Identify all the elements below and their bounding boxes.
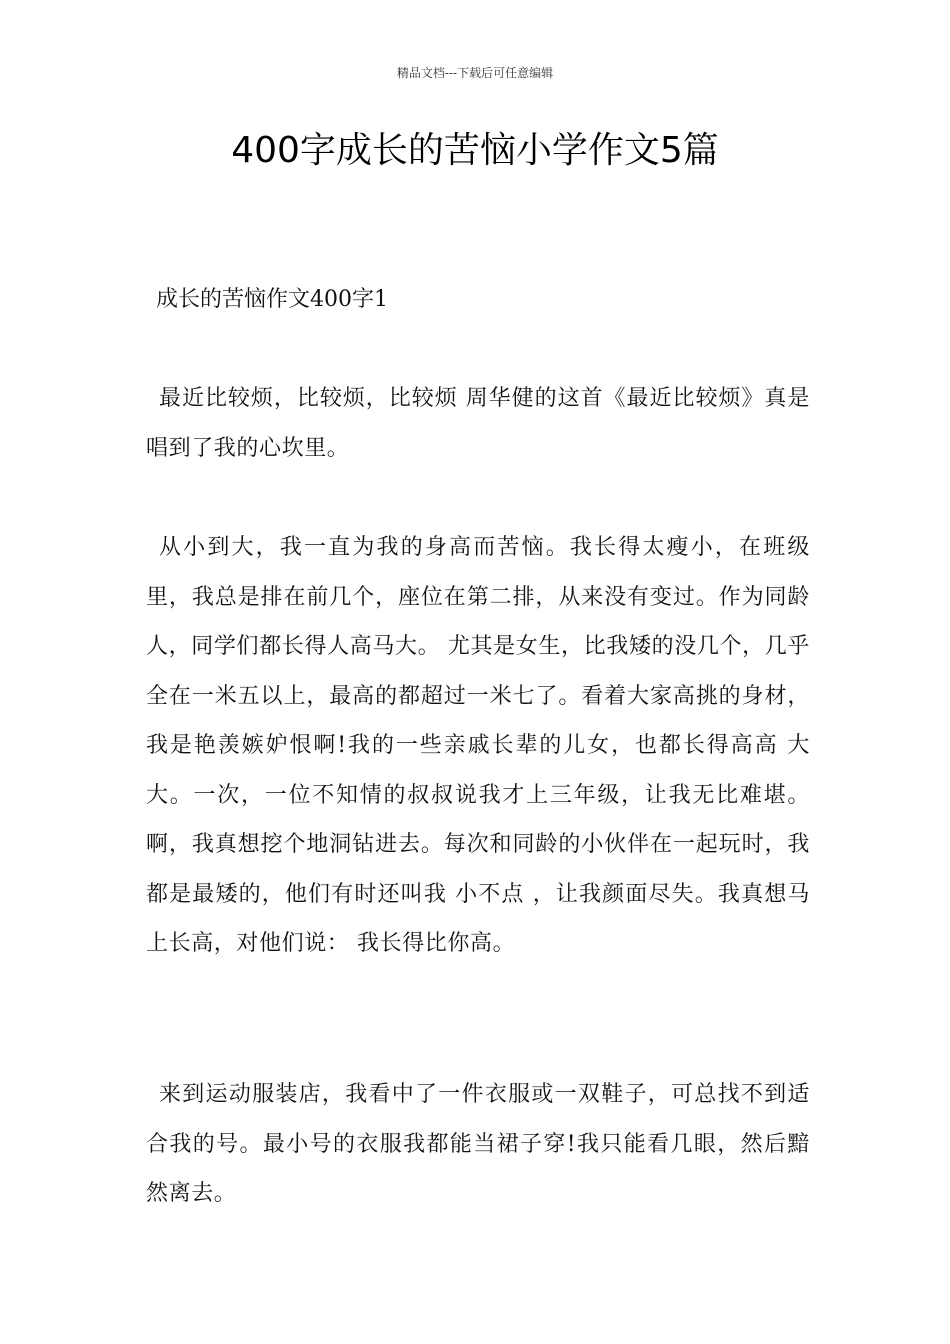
paragraph-2: 从小到大，我一直为我的身高而苦恼。我长得太瘦小，在班级里，我总是排在前几个，座位在第二排，从来没有变过。作为同龄人，同学们都长得人高马大。 尤其是女生，比我矮的没几个，几乎全在一米五以上，最高的都超过一米七了。看着大家高挑的身材，我是艳羡嫉妒恨啊!我的一些亲戚长辈的儿女，也都长得高高 大大。一次，一位不知情的叔叔说我才上三年级，让我无比难堪。啊，我真想挖个地洞钻进去。每次和同龄的小伙伴在一起玩时，我都是最矮的，他们有时还叫我 小不点 ，让我颜面尽失。我真想马上长高，对他们说： 我长得比你高。 [146,535,810,956]
paragraph-3: 来到运动服装店，我看中了一件衣服或一双鞋子，可总找不到适合我的号。最小号的衣服我都能当裙子穿!我只能看几眼，然后黯然离去。 [146,1082,810,1206]
page-header-note: 精品文档---下载后可任意编辑 [396,66,554,80]
paragraph-1: 最近比较烦，比较烦，比较烦 周华健的这首《最近比较烦》真是唱到了我的心坎里。 [146,386,810,461]
section-heading: 成长的苦恼作文400字1 [156,287,388,312]
document-title: 400字成长的苦恼小学作文5篇 [231,130,719,171]
